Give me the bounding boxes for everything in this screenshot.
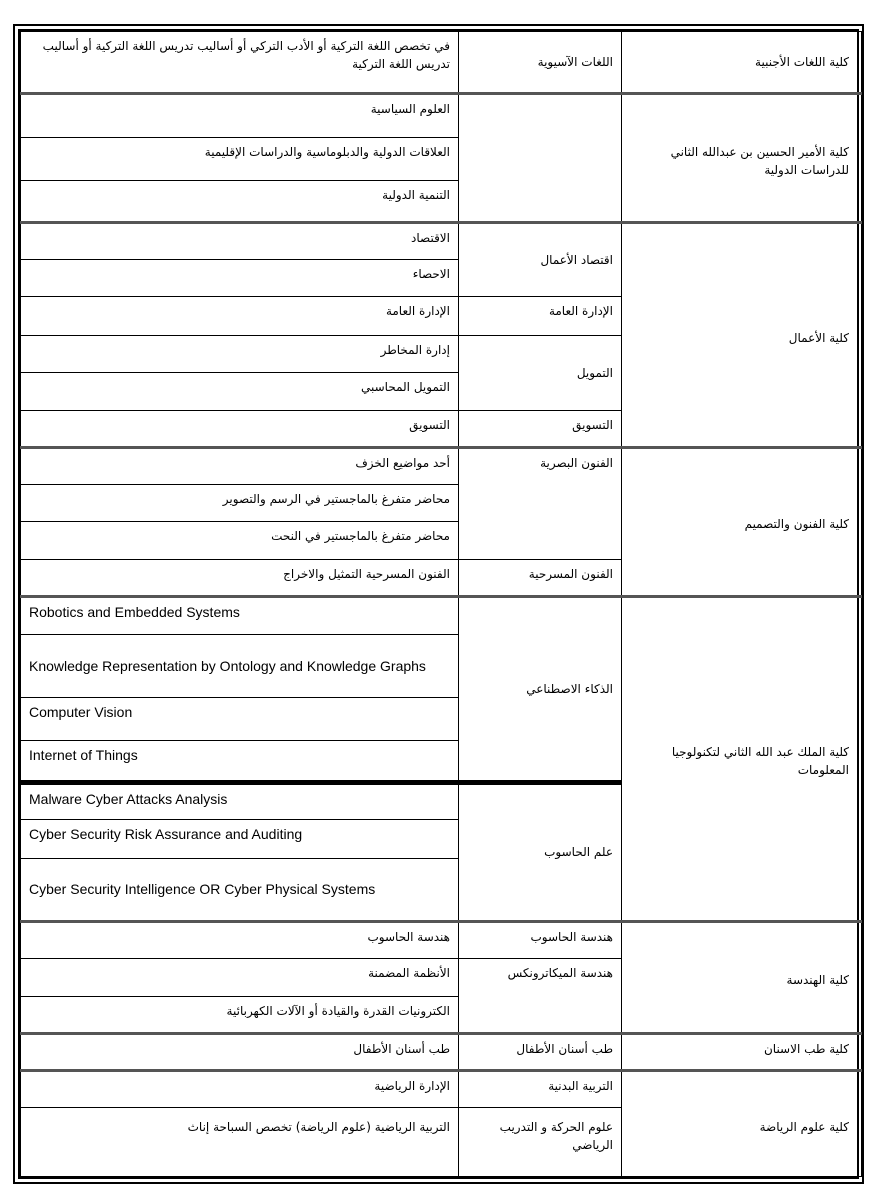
specialization-cell: التربية الرياضية (علوم الرياضة) تخصص السباحة إناث <box>21 1108 459 1177</box>
specialization-cell: Robotics and Embedded Systems <box>21 596 459 634</box>
specialization-cell: التمويل المحاسبي <box>21 372 459 410</box>
department-cell: التمويل <box>459 335 622 410</box>
department-cell: الإدارة العامة <box>459 297 622 335</box>
college-cell: كلية الأمير الحسين بن عبدالله الثاني للدراسات الدولية <box>622 94 862 223</box>
college-cell: كلية الفنون والتصميم <box>622 448 862 597</box>
table-row <box>21 222 862 259</box>
specialization-cell: في تخصص اللغة التركية أو الأدب التركي أو أساليب تدريس اللغة التركية أو أساليب تدريس اللغة التركية <box>21 32 459 94</box>
department-cell: اللغات الآسيوية <box>459 32 622 94</box>
college-cell: كلية علوم الرياضة <box>622 1071 862 1177</box>
specialization-cell: Internet of Things <box>21 740 459 782</box>
department-cell: طب أسنان الأطفال <box>459 1034 622 1071</box>
specialization-cell: أحد مواضيع الخزف <box>21 448 459 485</box>
specialization-cell: Computer Vision <box>21 698 459 740</box>
college-cell: كلية طب الاسنان <box>622 1034 862 1071</box>
department-cell: الفنون المسرحية <box>459 559 622 596</box>
department-cell: علوم الحركة و التدريب الرياضي <box>459 1108 622 1177</box>
table-inner-border <box>18 29 859 1179</box>
table-row <box>21 596 862 634</box>
department-cell: علم الحاسوب <box>459 782 622 921</box>
specialization-cell: العلاقات الدولية والدبلوماسية والدراسات الإقليمية <box>21 137 459 180</box>
table-row <box>21 448 862 485</box>
specialization-cell: الاقتصاد <box>21 222 459 259</box>
department-cell: التسويق <box>459 410 622 447</box>
specialization-cell: طب أسنان الأطفال <box>21 1034 459 1071</box>
table-row <box>21 32 862 94</box>
department-cell <box>459 94 622 223</box>
specialization-cell: محاضر متفرغ بالماجستير في النحت <box>21 522 459 559</box>
specialization-cell: الإدارة الرياضية <box>21 1071 459 1108</box>
specialization-cell: إدارة المخاطر <box>21 335 459 372</box>
specialization-cell: Malware Cyber Attacks Analysis <box>21 782 459 819</box>
department-cell: التربية البدنية <box>459 1071 622 1108</box>
table-row <box>21 1071 862 1108</box>
table-row <box>21 921 862 958</box>
college-cell: كلية الأعمال <box>622 222 862 447</box>
specialization-cell: التسويق <box>21 410 459 447</box>
specialization-cell: الإدارة العامة <box>21 297 459 335</box>
specialization-cell: Cyber Security Risk Assurance and Auditing <box>21 819 459 858</box>
vacancies-table <box>20 31 862 1177</box>
table-row <box>21 1034 862 1071</box>
college-cell: كلية الملك عبد الله الثاني لتكنولوجيا المعلومات <box>622 596 862 921</box>
specialization-cell: محاضر متفرغ بالماجستير في الرسم والتصوير <box>21 485 459 522</box>
department-cell: الفنون البصرية <box>459 448 622 560</box>
college-cell: كلية الهندسة <box>622 921 862 1034</box>
specialization-cell: Cyber Security Intelligence OR Cyber Physical Systems <box>21 859 459 921</box>
specialization-cell: هندسة الحاسوب <box>21 921 459 958</box>
department-cell: هندسة الميكاترونكس <box>459 958 622 1033</box>
department-cell: هندسة الحاسوب <box>459 921 622 958</box>
specialization-cell: الكترونيات القدرة والقيادة أو الآلات الكهربائية <box>21 996 459 1033</box>
table-outer-border <box>13 24 864 1184</box>
department-cell: اقتصاد الأعمال <box>459 222 622 296</box>
department-cell: الذكاء الاصطناعي <box>459 596 622 782</box>
specialization-cell: Knowledge Representation by Ontology and Knowledge Graphs <box>21 635 459 698</box>
specialization-cell: الاحصاء <box>21 260 459 297</box>
specialization-cell: الأنظمة المضمنة <box>21 958 459 996</box>
specialization-cell: التنمية الدولية <box>21 180 459 222</box>
college-cell: كلية اللغات الأجنبية <box>622 32 862 94</box>
specialization-cell: العلوم السياسية <box>21 94 459 137</box>
table-row <box>21 94 862 137</box>
specialization-cell: الفنون المسرحية التمثيل والاخراج <box>21 559 459 596</box>
